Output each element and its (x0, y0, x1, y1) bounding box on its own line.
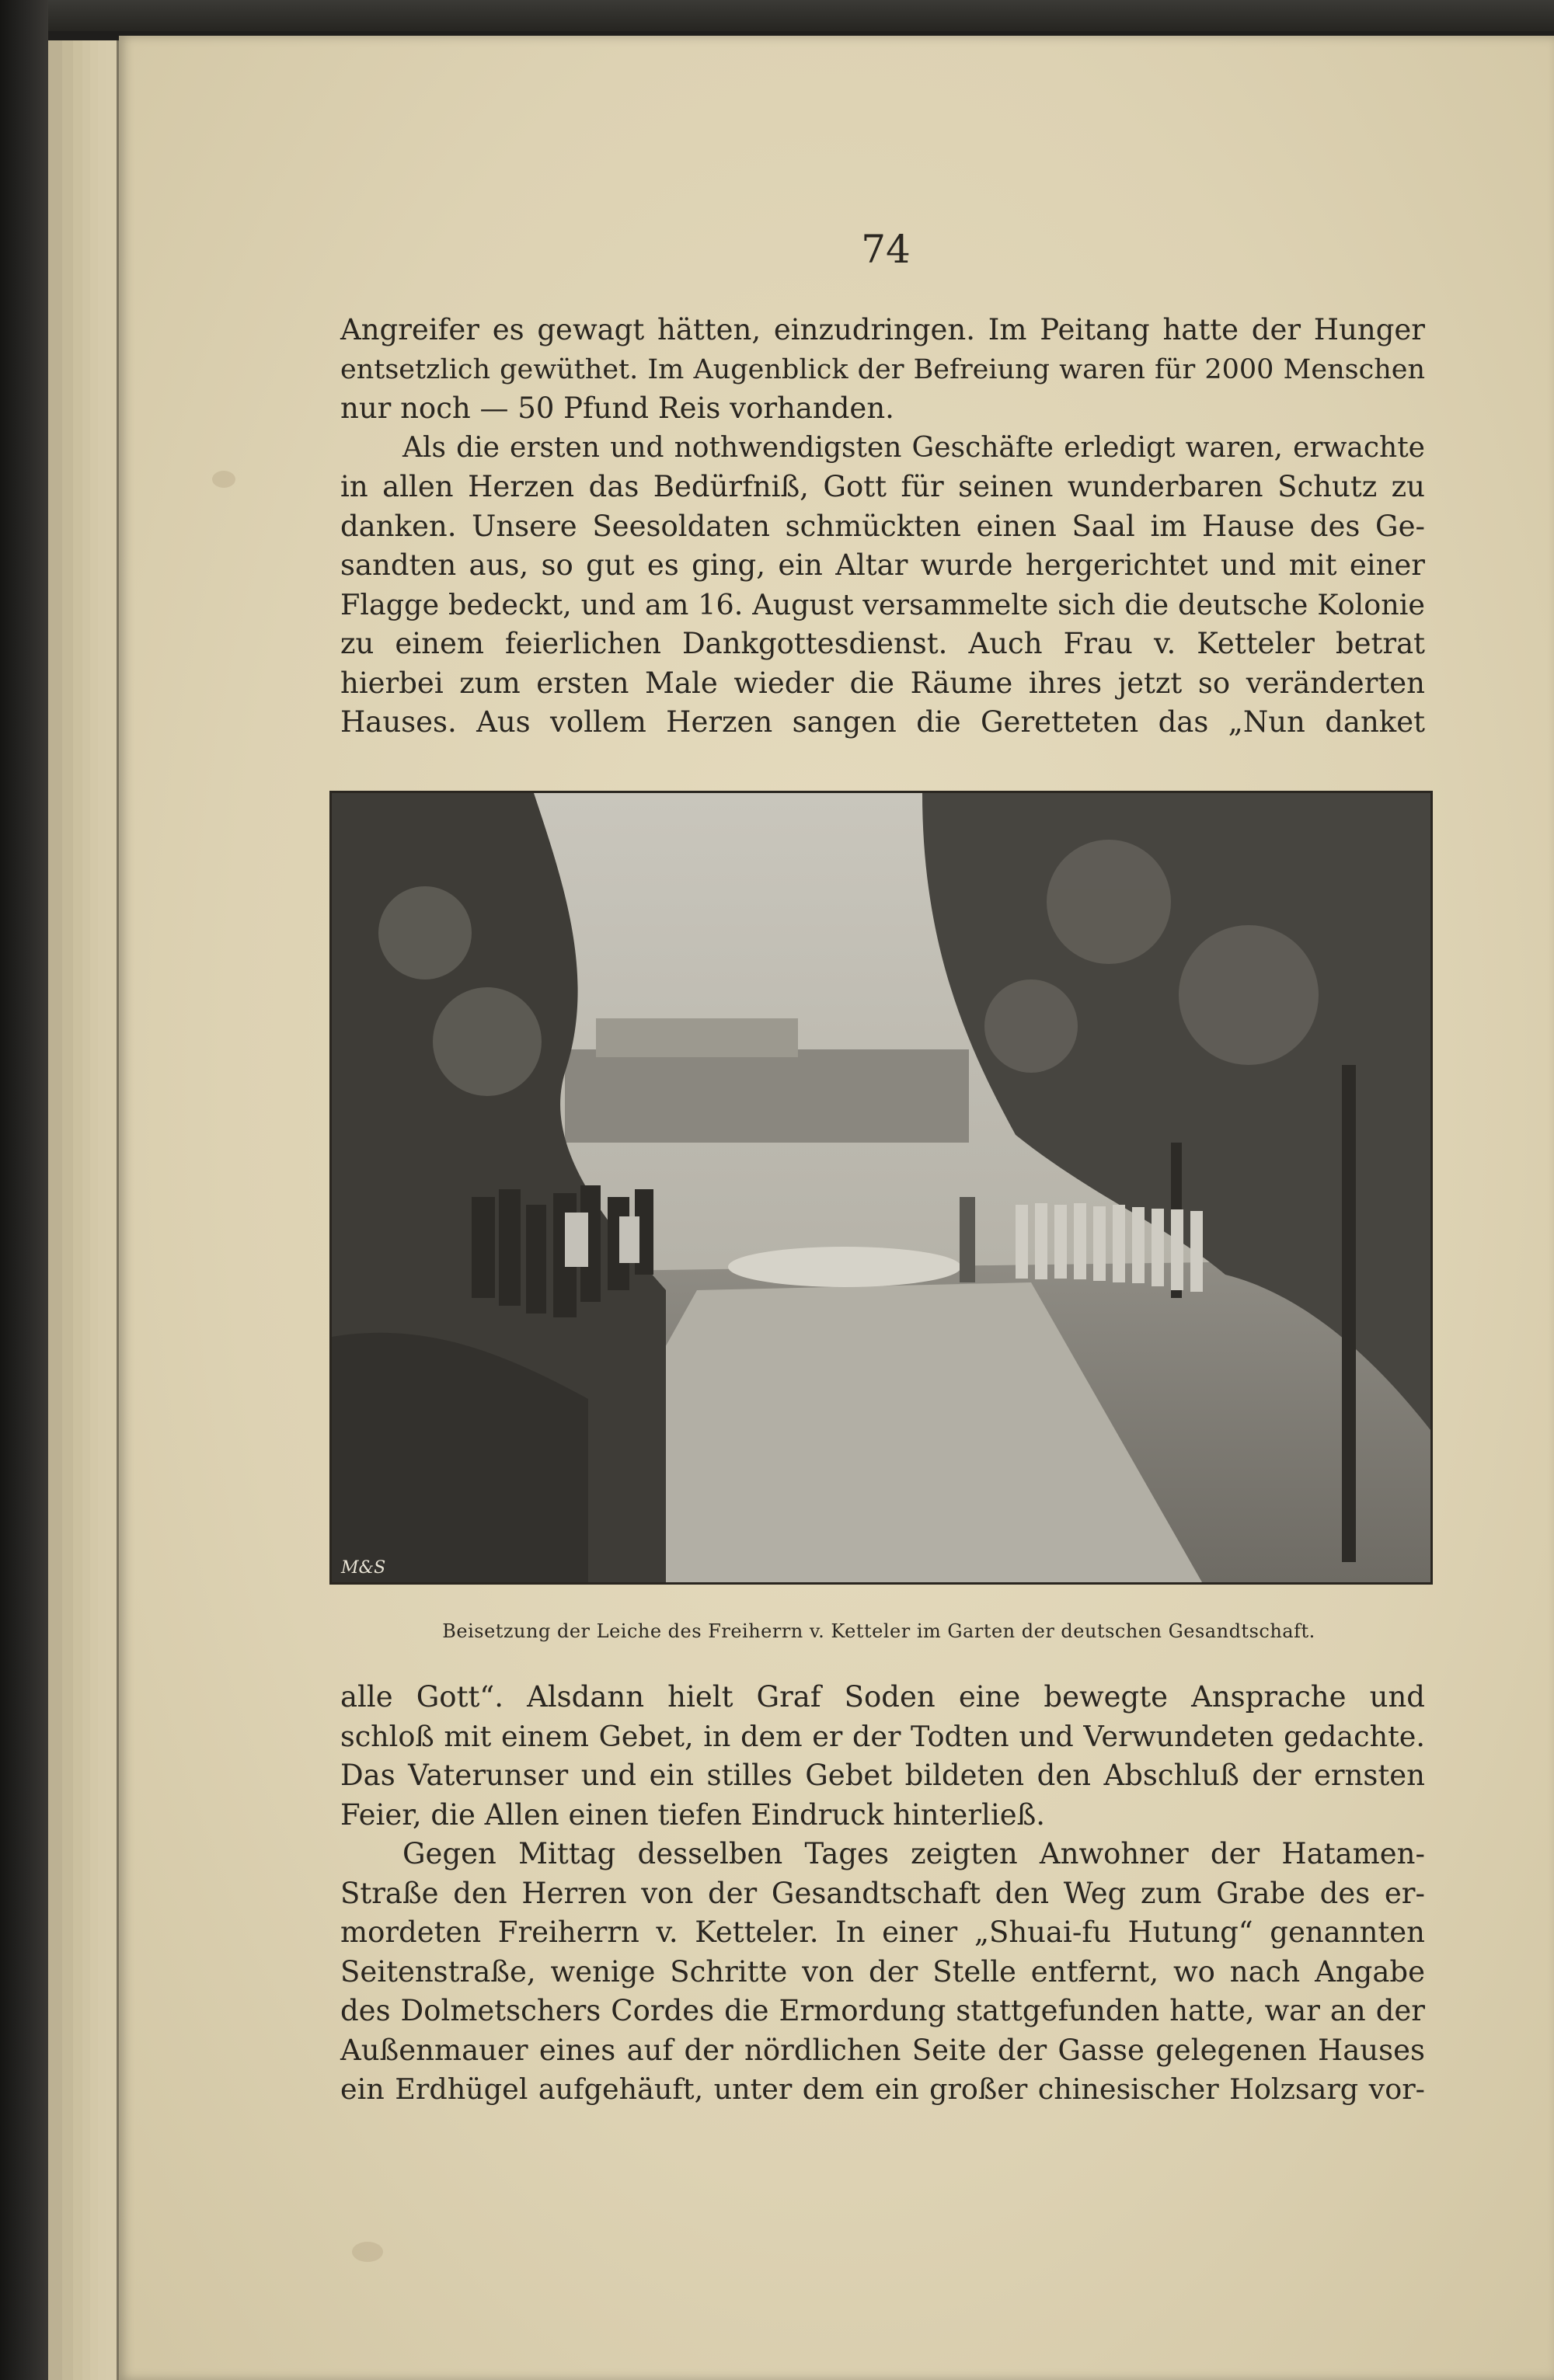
text-line: Gegen Mittag desselben Tages zeigten Anwohner der Hatamen- (402, 1837, 1425, 1870)
text-line: Außenmauer eines auf der nördlichen Seite der Gasse gelegenen Hauses (340, 2033, 1425, 2067)
text-line: danken. Unsere Seesoldaten schmückten einen Saal im Hause des Ge- (340, 509, 1425, 543)
text-line: zu einem feierlichen Dankgottesdienst. Auch Frau v. Ketteler betrat (340, 627, 1425, 660)
paper-stain (352, 2242, 383, 2262)
text-line: in allen Herzen das Bedürfniß, Gott für seinen wunderbaren Schutz zu (340, 470, 1425, 503)
text-line: Als die ersten und nothwendigsten Geschäfte erledigt waren, erwachte (402, 431, 1425, 464)
text-line: Flagge bedeckt, und am 16. August versammelte sich die deutsche Kolonie (340, 587, 1425, 621)
book-cover-top (0, 0, 1554, 31)
text-line: Straße den Herren von der Gesandtschaft den Weg zum Grabe des er- (340, 1876, 1425, 1910)
figure-caption: Beisetzung der Leiche des Freiherrn v. Ketteler im Garten der deutschen Gesandtschaft. (442, 1620, 1315, 1642)
text-line: Angreifer es gewagt hätten, einzudringen. Im Peitang hatte der Hunger (340, 313, 1425, 346)
photo-signature: M&S (341, 1558, 386, 1578)
page-edge (48, 40, 64, 2380)
text-line: Feier, die Allen einen tiefen Eindruck hinterließ. (340, 1797, 1046, 1832)
paper-stain (212, 471, 235, 488)
garden-burial-photo (332, 793, 1430, 1582)
text-line: entsetzlich gewüthet. Im Augenblick der Befreiung waren für 2000 Menschen (340, 353, 1425, 385)
text-line: nur noch — 50 Pfund Reis vorhanden. (340, 391, 894, 425)
text-line: Seitenstraße, wenige Schritte von der Stelle entfernt, wo nach Angabe (340, 1954, 1425, 1989)
text-line: Hauses. Aus vollem Herzen sangen die Geretteten das „Nun danket (340, 705, 1425, 739)
page-edge (106, 40, 119, 2380)
text-line: sandten aus, so gut es ging, ein Altar wurde hergerichtet und mit einer (340, 548, 1425, 582)
text-line: ein Erdhügel aufgehäuft, unter dem ein großer chinesischer Holzsarg vor- (340, 2072, 1425, 2106)
photo-plate (329, 791, 1433, 1585)
book-cover-left (0, 0, 48, 2380)
text-line: mordeten Freiherrn v. Ketteler. In einer „Shuai-fu Hutung“ genannten (340, 1915, 1425, 1949)
body-text-top (340, 311, 1425, 743)
body-text-bottom (340, 1678, 1425, 2110)
text-line: schloß mit einem Gebet, in dem er der Todten und Verwundeten gedachte. (340, 1719, 1425, 1753)
text-line: Das Vaterunser und ein stilles Gebet bildeten den Abschluß der ernsten (340, 1759, 1425, 1792)
text-line: hierbei zum ersten Male wieder die Räume ihres jetzt so veränderten (340, 666, 1425, 700)
text-line: alle Gott“. Alsdann hielt Graf Soden eine bewegte Ansprache und (340, 1680, 1425, 1714)
text-line: des Dolmetschers Cordes die Ermordung stattgefunden hatte, war an der (340, 1994, 1425, 2027)
page-number: 74 (861, 227, 911, 272)
